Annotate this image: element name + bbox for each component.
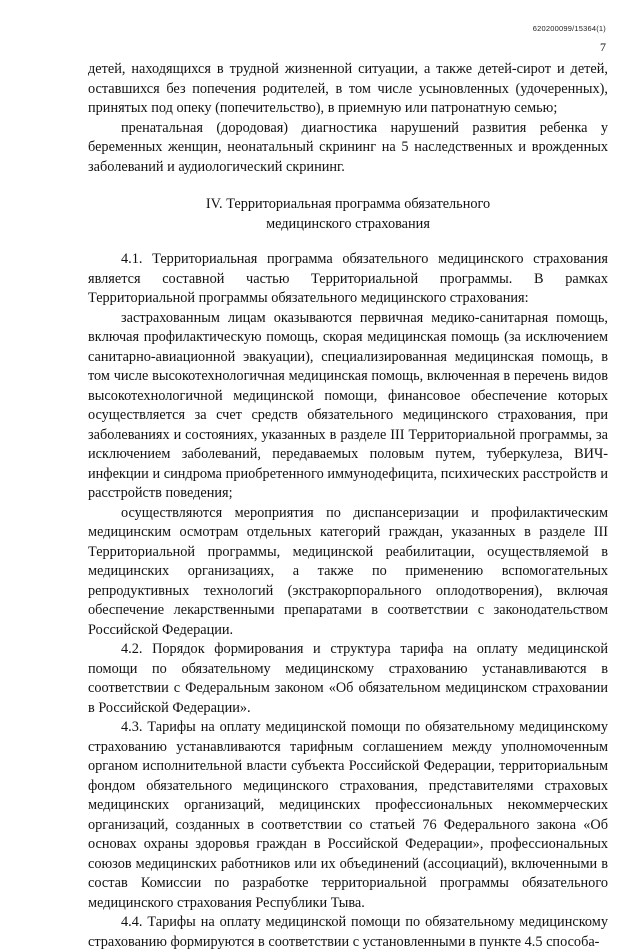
paragraph: застрахованным лицам оказываются первичная медико-санитарная помощь, включая профилактическую помощь, скорая медицинская помощь (за исключением санитарно-авиационной эвакуации), специализированная медицинская помощь, в том числе высокотехнологичная медицинская помощь, включенная в перечень видов высокотехнологичной медицинской помощи, финансовое обеспечение которых осуществляется за счет средств обязательного медицинского страхования, при заболеваниях и состояниях, указанных в разделе III Территориальной программы, за исключением заболеваний, передаваемых половым путем, туберкулеза, ВИЧ-инфекции и синдрома приобретенного иммунодефицита, психических расстройств и расстройств поведения; bbox=[88, 309, 608, 501]
paragraph: 4.1. Территориальная программа обязательного медицинского страхования является составной частью Территориальной программы. В рамках Территориальной программы обязательного медицинского страхования: bbox=[88, 251, 608, 306]
paragraph: 4.3. Тарифы на оплату медицинской помощи по обязательному медицинскому страхованию устанавливаются тарифным соглашением между уполномоченным органом исполнительной власти субъекта Российской Федерации, территориальным фондом обязательного медицинского страхования, представителями страховых медицинских организаций, медицинских профессиональных некоммерческих организаций, созданных в соответствии со статьей 76 Федерального закона «Об основах охраны здоровья граждан в Российской Федерации», профессиональных союзов медицинских работников или их объединений (ассоциаций), включенными в состав Комиссии по разработке территориальной программы обязательного медицинского страхования Республики Тыва. bbox=[88, 719, 608, 911]
paragraph: детей, находящихся в трудной жизненной ситуации, а также детей-сирот и детей, оставшихся без попечения родителей, в том числе усыновленных (удочеренных), принятых под опеку (попечительство), в приемную или патронатную семью; bbox=[88, 61, 608, 116]
page-number: 7 bbox=[600, 40, 606, 54]
paragraph: пренатальная (дородовая) диагностика нарушений развития ребенка у беременных женщин, неонатальный скрининг на 5 наследственных и врожденных заболеваний и аудиологический скрининг. bbox=[88, 119, 608, 175]
section-heading bbox=[88, 195, 608, 234]
paragraph: 4.2. Порядок формирования и структура тарифа на оплату медицинской помощи по обязательному медицинскому страхованию устанавливаются в соответствии с Федеральным законом «Об обязательном медицинском страховании в Российской Федерации». bbox=[88, 641, 608, 716]
document-body bbox=[88, 60, 608, 952]
paragraph: осуществляются мероприятия по диспансеризации и профилактическим медицинским осмотрам отдельных категорий граждан, указанных в разделе III Территориальной программы, медицинской реабилитации, осуществляемой в медицинских организациях, а также по применению вспомогательных репродуктивных технологий (экстракорпорального оплодотворения), включая обеспечение лекарственными препаратами в соответствии с законодательством Российской Федерации. bbox=[88, 504, 608, 638]
document-id: 620200099/15364(1) bbox=[532, 24, 606, 33]
section-heading-line: медицинского страхования bbox=[266, 215, 430, 232]
section-heading-line: IV. Территориальная программа обязательного bbox=[205, 196, 491, 212]
paragraph: 4.4. Тарифы на оплату медицинской помощи по обязательному медицинскому страхованию формируются в соответствии с установленными в пункте 4.5 способа- bbox=[88, 914, 608, 950]
